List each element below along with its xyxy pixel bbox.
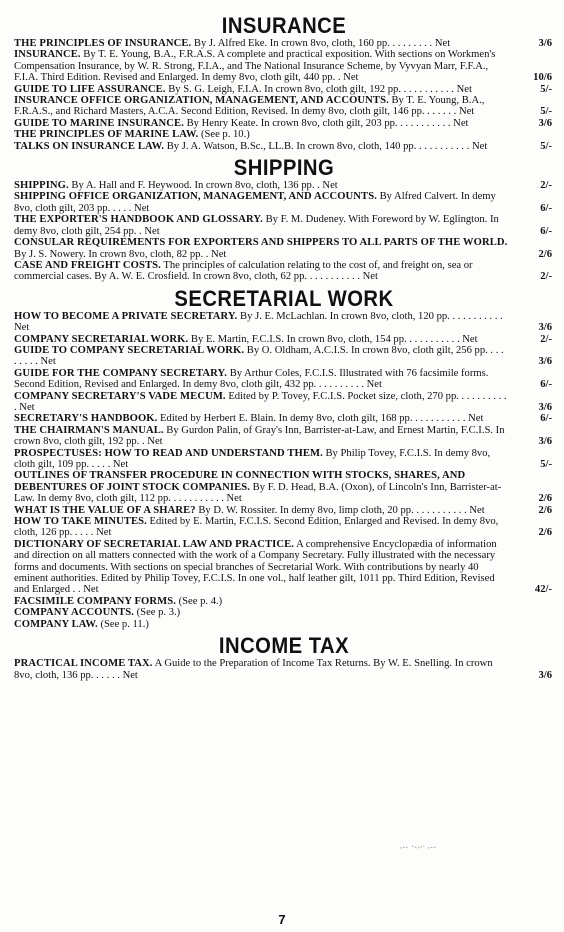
page-number: 7 bbox=[278, 912, 286, 927]
entry-price: 2/- bbox=[540, 180, 552, 192]
catalogue-entry bbox=[14, 391, 554, 414]
entry-price: 2/6 bbox=[538, 248, 552, 260]
entry-text: By Arthur Coles, F.C.I.S. Illustrated with 76 facsimile forms. Second Edition, Revised and Enlarged. In demy 8vo, cloth gilt, 432 pp. . . . . . . . . . Net bbox=[14, 367, 489, 391]
catalogue-entry bbox=[14, 49, 554, 83]
section-income-tax bbox=[14, 634, 554, 681]
entry-title: DICTIONARY OF SECRETARIAL LAW AND PRACTICE. bbox=[14, 538, 294, 550]
catalogue-entry bbox=[14, 505, 554, 516]
catalogue-entry bbox=[14, 425, 554, 448]
entry-text: By F. D. Head, B.A. (Oxon), of Lincoln's Inn, Barrister-at-Law. In demy 8vo, cloth gilt, 112 pp. . . . . . . . . . . Net bbox=[14, 481, 502, 505]
entry-title: HOW TO TAKE MINUTES. bbox=[14, 516, 147, 528]
entry-title: COMPANY ACCOUNTS. bbox=[14, 607, 134, 619]
entry-title: GUIDE FOR THE COMPANY SECRETARY. bbox=[14, 367, 228, 379]
catalogue-entry bbox=[14, 311, 554, 334]
catalogue-entry bbox=[14, 260, 554, 283]
entry-price: 3/6 bbox=[538, 38, 552, 49]
entry-price: 3/6 bbox=[538, 436, 552, 448]
entry-title: INSURANCE OFFICE ORGANIZATION, MANAGEMENT, AND ACCOUNTS. bbox=[14, 95, 389, 107]
entry-text: By J. S. Nowery. In crown 8vo, cloth, 82 pp. . Net bbox=[14, 248, 227, 260]
entry-price: 3/6 bbox=[538, 356, 552, 368]
entry-text: By F. M. Dudeney. With Foreword by W. Eglington. In demy 8vo, cloth gilt, 254 pp. . Net bbox=[14, 214, 499, 237]
entry-title: WHAT IS THE VALUE OF A SHARE? bbox=[14, 504, 196, 516]
section-heading: INSURANCE bbox=[221, 13, 347, 38]
catalogue-entry bbox=[14, 607, 554, 618]
entry-text: Edited by E. Martin, F.C.I.S. Second Edition, Enlarged and Revised. In demy 8vo, cloth, 126 pp. . . . . Net bbox=[14, 516, 499, 539]
entry-text: By D. W. Rossiter. In demy 8vo, limp cloth, 20 pp. . . . . . . . . . . Net bbox=[195, 504, 485, 516]
entry-price: 2/6 bbox=[538, 504, 552, 516]
entry-title: PRACTICAL INCOME TAX. bbox=[14, 658, 153, 670]
entry-price: 2/6 bbox=[538, 493, 552, 505]
catalogue-entry bbox=[14, 448, 554, 471]
entry-text: By S. G. Leigh, F.I.A. In crown 8vo, cloth gilt, 192 pp. . . . . . . . . . . Net bbox=[165, 83, 472, 95]
catalogue-entry bbox=[14, 118, 554, 129]
entry-title: COMPANY LAW. bbox=[14, 618, 98, 630]
catalogue-entry bbox=[14, 413, 554, 424]
entry-title: SHIPPING. bbox=[14, 180, 69, 192]
entry-price: 6/- bbox=[540, 202, 552, 214]
catalogue-entry bbox=[14, 141, 554, 152]
catalogue-entry bbox=[14, 191, 554, 214]
catalogue-entry bbox=[14, 334, 554, 345]
entry-title: GUIDE TO LIFE ASSURANCE. bbox=[14, 83, 166, 95]
entry-title: PROSPECTUSES: HOW TO READ AND UNDERSTAND THEM. bbox=[14, 447, 323, 459]
section-heading: INCOME TAX bbox=[218, 633, 350, 659]
entry-text: By Philip Tovey, F.C.I.S. In demy 8vo, cloth gilt, 109 pp. . . . . Net bbox=[14, 447, 491, 470]
catalogue-entry bbox=[14, 345, 554, 368]
entry-text: (See p. 3.) bbox=[134, 607, 181, 619]
section-heading: SECRETARIAL WORK bbox=[174, 285, 394, 311]
entry-text: (See p. 4.) bbox=[175, 595, 223, 607]
entry-text: By Gurdon Palin, of Gray's Inn, Barrister-at-Law, and Ernest Martin, F.C.I.S. In crown 8vo, cloth gilt, 192 pp. . Net bbox=[14, 424, 505, 448]
section-shipping bbox=[14, 156, 554, 283]
entry-title: INSURANCE. bbox=[14, 49, 81, 61]
entry-title: GUIDE TO MARINE INSURANCE. bbox=[14, 117, 184, 129]
entry-text: By J. E. McLachlan. In crown 8vo, cloth, 120 pp. . . . . . . . . . . Net bbox=[14, 310, 503, 334]
catalogue-entry bbox=[14, 214, 554, 237]
catalogue-entry bbox=[14, 95, 554, 118]
entry-title: GUIDE TO COMPANY SECRETARIAL WORK. bbox=[14, 344, 245, 356]
entry-title: THE PRINCIPLES OF INSURANCE. bbox=[14, 38, 192, 49]
entry-price: 6/- bbox=[540, 413, 552, 425]
entry-price: 3/6 bbox=[538, 669, 552, 681]
entry-price: 3/6 bbox=[538, 117, 552, 129]
entry-title: THE EXPORTER'S HANDBOOK AND GLOSSARY. bbox=[14, 214, 263, 226]
entry-price: 2/- bbox=[540, 271, 552, 283]
entry-text: By J. A. Watson, B.Sc., LL.B. In crown 8vo, cloth, 140 pp. . . . . . . . . . . Net bbox=[164, 140, 488, 152]
catalogue-entry bbox=[14, 658, 554, 681]
section-heading: SHIPPING bbox=[233, 155, 335, 181]
entry-text: By T. E. Young, B.A., F.R.A.S. A complete and practical exposition. With sections on Workmen's Compensation Insurance, by W. R. Strong, F.I.A., and The National Insurance Scheme, by Vyvyan Marr, F.F.A., F.I.A. Third Edition. Revised and Enlarged. In demy 8vo, cloth gilt, 440 pp. . Net bbox=[14, 49, 496, 84]
entry-title: SECRETARY'S HANDBOOK. bbox=[14, 413, 158, 425]
entry-price: 5/- bbox=[540, 459, 552, 470]
entry-text: (See p. 10.) bbox=[198, 129, 250, 141]
entry-text: By Alfred Calvert. In demy 8vo, cloth gilt, 203 pp. . . . . Net bbox=[14, 191, 496, 214]
entry-text: By T. E. Young, B.A., F.R.A.S., and Richard Masters, A.C.A. Second Edition, Revised. In demy 8vo, cloth gilt, 146 pp. . . . . . . Net bbox=[14, 95, 485, 118]
entry-text: By O. Oldham, A.C.I.S. In crown 8vo, cloth gilt, 256 pp. . . . . . . . . Net bbox=[14, 344, 504, 368]
entry-text: By J. Alfred Eke. In crown 8vo, cloth, 160 pp. . . . . . . . . Net bbox=[191, 38, 451, 49]
entry-price: 42/- bbox=[534, 584, 552, 596]
entry-title: SHIPPING OFFICE ORGANIZATION, MANAGEMENT, AND ACCOUNTS. bbox=[14, 191, 377, 203]
entry-title: CASE AND FREIGHT COSTS. bbox=[14, 259, 161, 271]
section-secretarial-work bbox=[14, 287, 554, 630]
ink-smudge bbox=[398, 842, 438, 852]
catalogue-entry bbox=[14, 596, 554, 607]
entry-title: COMPANY SECRETARIAL WORK. bbox=[14, 333, 189, 345]
entry-price: 3/6 bbox=[538, 401, 552, 413]
entry-title: HOW TO BECOME A PRIVATE SECRETARY. bbox=[14, 310, 238, 322]
entry-text: A comprehensive Encyclopædia of information and direction on all matters connected with the work of a Company Secretary. Fully illustrated with the necessary forms and documents. With sections on special branches of Secretarial Work. With contributions by nearly 40 eminent authorities. Edited by Philip Tovey, F.C.I.S. In one vol., half leather gilt, 1011 pp. Third Edition, Revised and Enlarged . . Net bbox=[14, 538, 497, 596]
entry-title: THE PRINCIPLES OF MARINE LAW. bbox=[14, 129, 199, 141]
entry-title: OUTLINES OF TRANSFER PROCEDURE IN CONNECTION WITH STOCKS, SHARES, AND DEBENTURES OF JOINT STOCK COMPANIES. bbox=[14, 470, 466, 493]
catalogue-entry bbox=[14, 38, 554, 49]
section-insurance bbox=[14, 14, 554, 152]
entry-price: 5/- bbox=[540, 140, 552, 152]
entry-text: By A. Hall and F. Heywood. In crown 8vo, cloth, 136 pp. . Net bbox=[68, 180, 338, 192]
entry-price: 5/- bbox=[540, 106, 552, 118]
catalogue-entry bbox=[14, 516, 554, 539]
catalogue-entry bbox=[14, 84, 554, 95]
entry-title: THE CHAIRMAN'S MANUAL. bbox=[14, 424, 164, 436]
entry-text: Edited by P. Tovey, F.C.I.S. Pocket size, cloth, 270 pp. . . . . . . . . . . Net bbox=[14, 390, 507, 413]
entry-text: A Guide to the Preparation of Income Tax Returns. By W. E. Snelling. In crown 8vo, cloth, 136 pp. . . . . . Net bbox=[14, 658, 493, 681]
entry-price: 2/6 bbox=[538, 527, 552, 539]
entry-price: 5/- bbox=[540, 83, 552, 95]
entry-price: 6/- bbox=[540, 225, 552, 237]
entry-text: By Henry Keate. In crown 8vo, cloth gilt, 203 pp. . . . . . . . . . . Net bbox=[183, 117, 469, 129]
catalogue-entry bbox=[14, 237, 554, 260]
entry-text: By E. Martin, F.C.I.S. In crown 8vo, cloth, 154 pp. . . . . . . . . . . Net bbox=[188, 333, 478, 345]
entry-price: 2/- bbox=[540, 333, 552, 345]
entry-price: 6/- bbox=[540, 379, 552, 391]
catalogue-entry bbox=[14, 180, 554, 191]
entry-title: CONSULAR REQUIREMENTS FOR EXPORTERS AND SHIPPERS TO ALL PARTS OF THE WORLD. bbox=[14, 237, 508, 249]
catalogue-entry bbox=[14, 368, 554, 391]
entry-price: 3/6 bbox=[538, 322, 552, 334]
catalogue-page bbox=[14, 14, 554, 685]
entry-title: FACSIMILE COMPANY FORMS. bbox=[14, 595, 176, 607]
entry-title: COMPANY SECRETARY'S VADE MECUM. bbox=[14, 390, 226, 402]
catalogue-entry bbox=[14, 470, 554, 504]
catalogue-entry bbox=[14, 539, 554, 596]
entry-text: Edited by Herbert E. Blain. In demy 8vo, cloth gilt, 168 pp. . . . . . . . . . . Net bbox=[157, 413, 484, 425]
entry-text: The principles of calculation relating to the cost of, and freight on, sea or commercial cases. By A. W. E. Crosfield. In crown 8vo, cloth, 62 pp. . . . . . . . . . . Net bbox=[14, 259, 473, 283]
catalogue-entry bbox=[14, 129, 554, 140]
catalogue-entry bbox=[14, 619, 554, 630]
entry-price: 10/6 bbox=[533, 72, 552, 84]
entry-title: TALKS ON INSURANCE LAW. bbox=[14, 140, 165, 152]
entry-text: (See p. 11.) bbox=[97, 618, 149, 630]
